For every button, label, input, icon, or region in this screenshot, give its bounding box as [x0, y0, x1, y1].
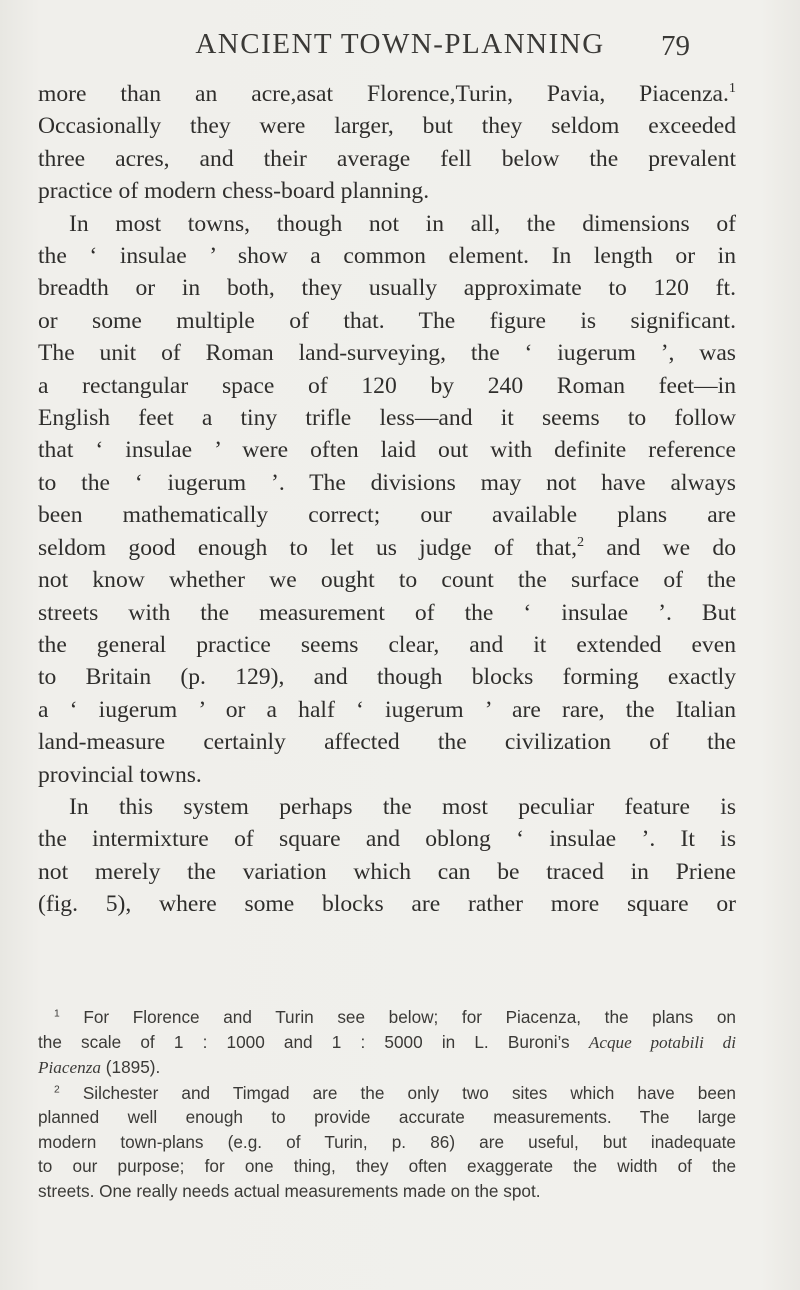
text-line: Occasionally they were larger, but they seldom exceeded: [38, 113, 736, 140]
footnote-line: to our purpose; for one thing, they often exaggerate the width of the: [38, 1156, 736, 1176]
text-line: breadth or in both, they usually approximate to 120 ft.: [38, 275, 736, 302]
footnote-line: Piacenza (1895).: [38, 1057, 161, 1077]
footnote-line: $^1$ For Florence and Turin see below; for Piacenza, the plans on: [54, 1007, 736, 1027]
text-line: land-measure certainly affected the civilization of the: [38, 729, 736, 756]
footnote-ref: 1: [728, 80, 736, 97]
text-line: a rectangular space of 120 by 240 Roman feet—in: [38, 372, 736, 399]
text-line: English feet a tiny trifle less—and it seems to follow: [38, 405, 736, 432]
text-line: the ‘ insulae ’ show a common element. In length or in: [38, 243, 736, 270]
text-line: (fig. 5), where some blocks are rather more square or: [38, 891, 736, 918]
text-line: the intermixture of square and oblong ‘ insulae ’. It is: [38, 826, 736, 853]
text-line: In most towns, though not in all, the dimensions of: [69, 210, 736, 237]
text-line: to the ‘ iugerum ’. The divisions may not have always: [38, 469, 736, 496]
footnote-line: $^2$ Silchester and Timgad are the only two sites which have been: [54, 1082, 736, 1103]
text-line: been mathematically correct; our available plans are: [38, 502, 736, 529]
footnote-line: planned well enough to provide accurate measurements. The large: [38, 1107, 736, 1127]
footnote-line: modern town-plans (e.g. of Turin, p. 86) are useful, but inadequate: [38, 1131, 736, 1152]
footnote-marker: 2: [54, 1083, 60, 1095]
text-line: streets with the measurement of the ‘ insulae ’. But: [38, 599, 736, 626]
text-line: provincial towns.: [38, 761, 202, 788]
text-line: or some multiple of that. The figure is significant.: [38, 307, 736, 334]
footnote-line: streets. One really needs actual measurements made on the spot.: [38, 1180, 541, 1201]
text-line: not merely the variation which can be traced in Priene: [38, 858, 736, 885]
running-head: ANCIENT TOWN-PLANNING: [195, 28, 605, 60]
text-line: three acres, and their average fell below the prevalent: [38, 145, 736, 172]
text-line: The unit of Roman land-surveying, the ‘ iugerum ’, was: [38, 340, 736, 367]
text-line: a ‘ iugerum ’ or a half ‘ iugerum ’ are rare, the Italian: [38, 696, 736, 723]
text-line: the general practice seems clear, and it extended even: [38, 631, 736, 658]
text-line: more than an acre,asat Florence,Turin, Pavia, Piacenza.$^1$: [38, 80, 736, 107]
text-line: seldom good enough to let us judge of that,$^2$ and we do: [38, 533, 736, 561]
footnotes: [38, 1005, 736, 1203]
text-line: not know whether we ought to count the surface of the: [38, 567, 736, 594]
cited-title: Piacenza: [38, 1058, 102, 1077]
footnote-marker: 1: [54, 1008, 60, 1020]
page-number: 79: [661, 30, 690, 62]
footnote-line: the scale of 1 : 1000 and 1 : 5000 in L. Buroni’s Acque potabili di: [38, 1031, 736, 1052]
text-line: to Britain (p. 129), and though blocks forming exactly: [38, 664, 736, 691]
footnote-ref: 2: [577, 533, 585, 550]
text-line: that ‘ insulae ’ were often laid out with definite reference: [38, 437, 736, 464]
text-line: In this system perhaps the most peculiar feature is: [69, 793, 736, 820]
text-line: practice of modern chess-board planning.: [38, 178, 430, 205]
body-text: [38, 78, 736, 921]
cited-title: Acque potabili di: [588, 1032, 736, 1052]
